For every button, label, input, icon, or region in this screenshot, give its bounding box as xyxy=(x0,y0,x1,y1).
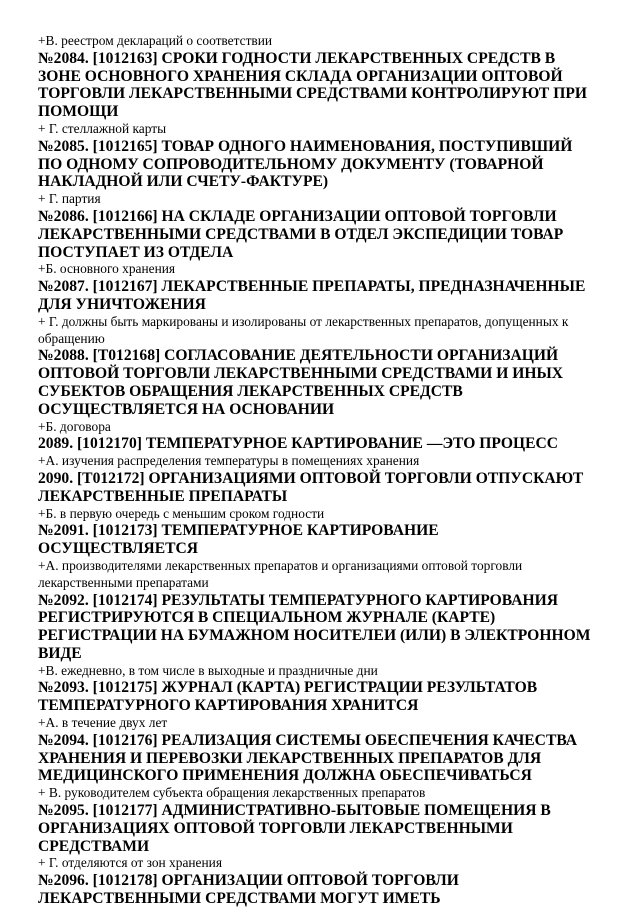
question-line: №2088. [Т012168] СОГЛАСОВАНИЕ ДЕЯТЕЛЬНОСТИ ОРГАНИЗАЦИЙ ОПТОВОЙ ТОРГОВЛИ ЛЕКАРСТВЕННЫМИ СРЕДСТВАМИ И ИНЫХ СУБЕКТОВ ОБРАЩЕНИЯ ЛЕКАРСТВЕННЫХ СРЕДСТВ ОСУЩЕСТВЛЯЕТСЯ НА ОСНОВАНИИ xyxy=(38,347,564,418)
answer-line: +Б. основного хранения xyxy=(38,261,176,277)
answer-line: + В. руководителем субъекта обращения лекарственных препаратов xyxy=(38,785,426,801)
question-line: №2085. [1012165] ТОВАР ОДНОГО НАИМЕНОВАНИЯ, ПОСТУПИВШИЙ ПО ОДНОМУ СОПРОВОДИТЕЛЬНОМУ ДОКУМЕНТУ (ТОВАРНОЙ НАКЛАДНОЙ ИЛИ СЧЕТУ-ФАКТУРЕ) xyxy=(38,137,573,191)
answer-line: +В. реестром деклараций о соответствии xyxy=(38,33,273,48)
answer-line: + Г. должны быть маркированы и изолированы от лекарственных препаратов, допущенных к обращению xyxy=(38,313,569,346)
answer-line: +А. изучения распределения температуры в помещениях хранения xyxy=(38,453,420,469)
question-line: №2087. [1012167] ЛЕКАРСТВЕННЫЕ ПРЕПАРАТЫ, ПРЕДНАЗНАЧЕННЫЕ ДЛЯ УНИЧТОЖЕНИЯ xyxy=(38,278,586,313)
question-line: №2094. [1012176] РЕАЛИЗАЦИЯ СИСТЕМЫ ОБЕСПЕЧЕНИЯ КАЧЕСТВА ХРАНЕНИЯ И ПЕРЕВОЗКИ ЛЕКАРСТВЕННЫХ ПРЕПАРАТОВ ДЛЯ МЕДИЦИНСКОГО ПРИМЕНЕНИЯ ДОЛЖНА ОБЕСПЕЧИВАТЬСЯ xyxy=(38,731,578,785)
question-line: №2095. [1012177] АДМИНИСТРАТИВНО-БЫТОВЫЕ ПОМЕЩЕНИЯ В ОРГАНИЗАЦИЯХ ОПТОВОЙ ТОРГОВЛИ ЛЕКАРСТВЕННЫМИ СРЕДСТВАМИ xyxy=(38,802,551,855)
question-line: 2090. [Т012172] ОРГАНИЗАЦИЯМИ ОПТОВОЙ ТОРГОВЛИ ОТПУСКАЮТ ЛЕКАРСТВЕННЫЕ ПРЕПАРАТЫ xyxy=(38,469,584,505)
answer-line: + Г. партия xyxy=(38,191,101,207)
answer-line: +А. производителями лекарственных препаратов и организациями оптовой торговли лекарственными препаратами xyxy=(38,557,523,590)
question-line: №2096. [1012178] ОРГАНИЗАЦИИ ОПТОВОЙ ТОРГОВЛИ ЛЕКАРСТВЕННЫМИ СРЕДСТВАМИ МОГУТ ИМЕТЬ xyxy=(38,872,459,908)
document-page xyxy=(38,33,600,908)
answer-line: +А. в течение двух лет xyxy=(38,715,168,731)
answer-line: + Г. отделяются от зон хранения xyxy=(38,855,222,871)
answer-line: +Б. в первую очередь с меньшим сроком годности xyxy=(38,505,325,521)
answer-line: +В. ежедневно, в том числе в выходные и праздничные дни xyxy=(38,662,378,678)
question-line: 2089. [1012170] ТЕМПЕРАТУРНОЕ КАРТИРОВАНИЕ —ЭТО ПРОЦЕСС xyxy=(38,435,558,453)
question-line: №2084. [1012163] СРОКИ ГОДНОСТИ ЛЕКАРСТВЕННЫХ СРЕДСТВ В ЗОНЕ ОСНОВНОГО ХРАНЕНИЯ СКЛАДА ОРГАНИЗАЦИИ ОПТОВОЙ ТОРГОВЛИ ЛЕКАРСТВЕННЫМИ СРЕДСТВАМИ КОНТРОЛИРУЮТ ПРИ ПОМОЩИ xyxy=(38,49,588,121)
answer-line: +Б. договора xyxy=(38,418,111,434)
question-line: №2091. [1012173] ТЕМПЕРАТУРНОЕ КАРТИРОВАНИЕ ОСУЩЕСТВЛЯЕТСЯ xyxy=(38,522,439,558)
question-line: №2093. [1012175] ЖУРНАЛ (КАРТА) РЕГИСТРАЦИИ РЕЗУЛЬТАТОВ ТЕМПЕРАТУРНОГО КАРТИРОВАНИЯ ХРАНИТСЯ xyxy=(38,679,538,715)
answer-line: + Г. стеллажной карты xyxy=(38,120,167,136)
question-line: №2086. [1012166] НА СКЛАДЕ ОРГАНИЗАЦИИ ОПТОВОЙ ТОРГОВЛИ ЛЕКАРСТВЕННЫМИ СРЕДСТВАМИ В ОТДЕЛ ЭКСПЕДИЦИИ ТОВАР ПОСТУПАЕТ ИЗ ОТДЕЛА xyxy=(38,207,564,261)
question-line: №2092. [1012174] РЕЗУЛЬТАТЫ ТЕМПЕРАТУРНОГО КАРТИРОВАНИЯ РЕГИСТРИРУЮТСЯ В СПЕЦИАЛЬНОМ ЖУРНАЛЕ (КАРТЕ) РЕГИСТРАЦИИ НА БУМАЖНОМ НОСИТЕЛЕИ (ИЛИ) В ЭЛЕКТРОННОМ ВИДЕ xyxy=(38,591,591,662)
